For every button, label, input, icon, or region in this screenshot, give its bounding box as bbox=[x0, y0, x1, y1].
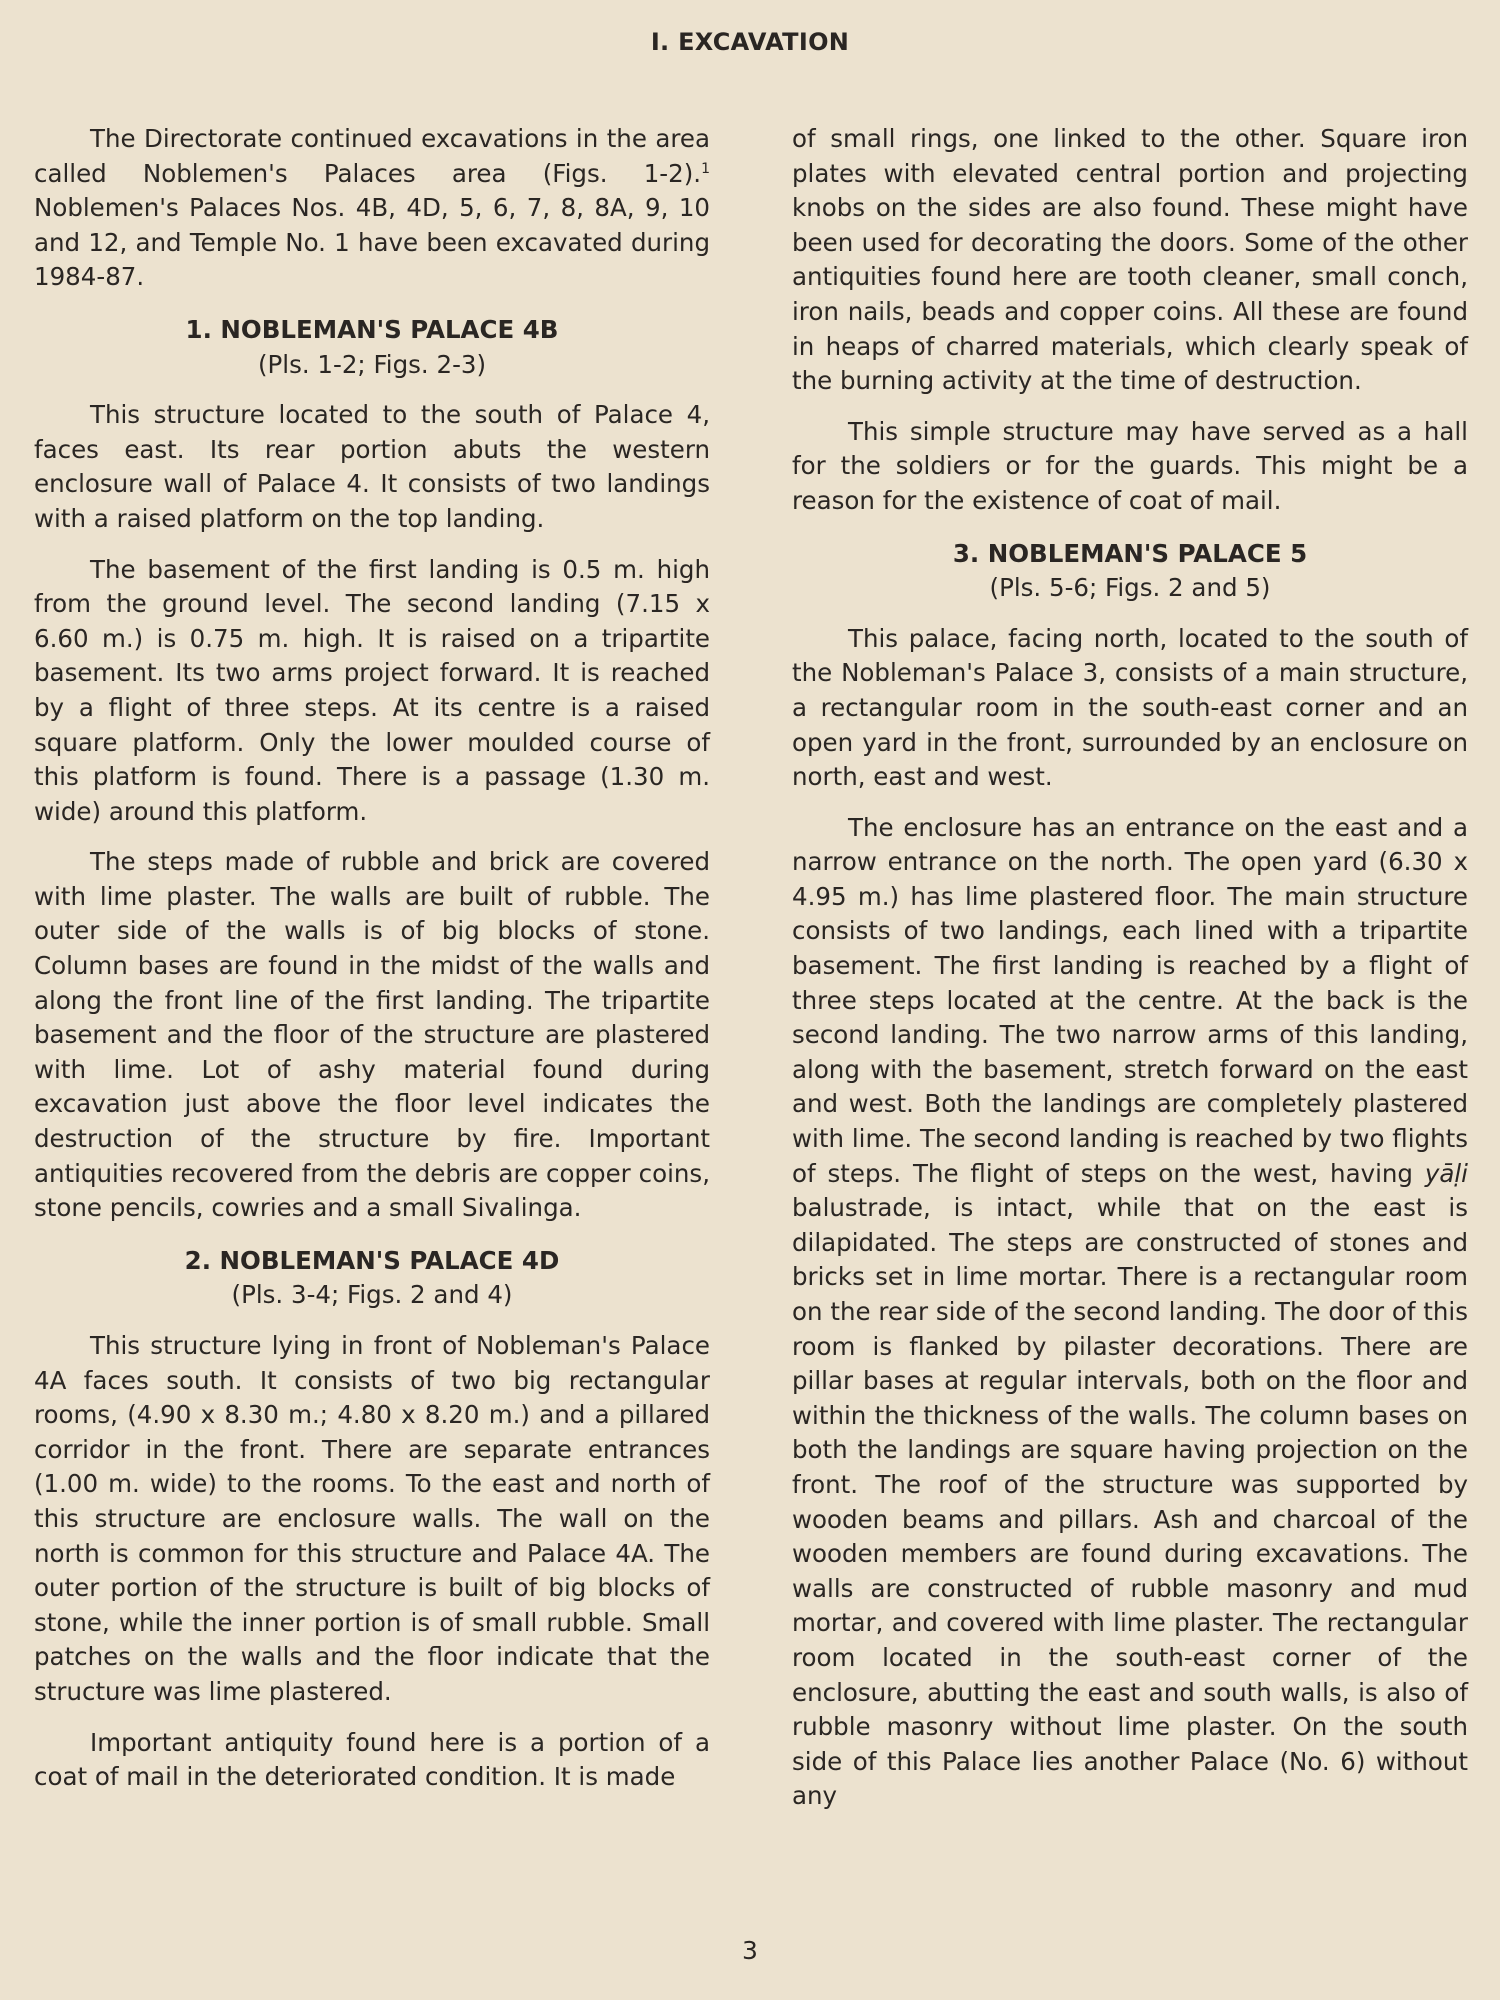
footnote-marker: 1 bbox=[701, 160, 710, 177]
section-title-palace-4b: 1. NOBLEMAN'S PALACE 4B bbox=[185, 314, 559, 344]
palace-4d-conclusion: This simple structure may have served as a hall for the soldiers or for the guards. This might be a reason for the existence of coat of mail. bbox=[792, 416, 1468, 515]
palace-5-paragraph: This palace, facing north, located to the south of the Nobleman's Palace 3, consists of a main structure, a rectangular room in the south-east corner and an open yard in the front, surrounded by an enclosure on north, east and west. bbox=[792, 623, 1468, 792]
palace-4b-paragraph: This structure located to the south of Palace 4, faces east. Its rear portion abuts the western enclosure wall of Palace 4. It consists of two landings with a raised platform on the top landing. bbox=[34, 400, 710, 533]
left-column bbox=[34, 122, 710, 1811]
intro-text-continued: Noblemen's Palaces Nos. 4B, 4D, 5, 6, 7, 8, 8A, 9, 10 and 12, and Temple No. 1 have been excavated during 1984-87. bbox=[34, 193, 710, 292]
section-title-palace-4d: 2. NOBLEMAN'S PALACE 4D bbox=[184, 1245, 560, 1275]
right-column bbox=[792, 122, 1468, 1830]
section-subtitle-palace-4d: (Pls. 3-4; Figs. 2 and 4) bbox=[231, 1280, 513, 1310]
page-header: I. EXCAVATION bbox=[650, 28, 850, 56]
palace-4b-paragraph: The steps made of rubble and brick are covered with lime plaster. The walls are built of rubble. The outer side of the walls is of big blocks of stone. Column bases are found in the midst of the walls and along the front line of the first landing. The tripartite basement and the floor of the structure are plastered with lime. Lot of ashy material found during excavation just above the floor level indicates the destruction of the structure by fire. Important antiquities recovered from the debris are copper coins, stone pencils, cowries and a small Sivalinga. bbox=[34, 847, 710, 1223]
palace-5-paragraph-long bbox=[792, 811, 1468, 1814]
intro-paragraph bbox=[34, 122, 710, 295]
section-title-palace-5: 3. NOBLEMAN'S PALACE 5 bbox=[952, 538, 1308, 568]
palace-4d-continuation: of small rings, one linked to the other. Square iron plates with elevated central portion and projecting knobs on the sides are also found. These might have been used for decorating the doors. Some of the other antiquities found here are tooth cleaner, small conch, iron nails, beads and copper coins. All these are found in heaps of charred materials, which clearly speak of the burning activity at the time of destruction. bbox=[792, 124, 1468, 396]
section-subtitle-palace-4b: (Pls. 1-2; Figs. 2-3) bbox=[257, 349, 487, 379]
page-number: 3 bbox=[742, 1936, 758, 1965]
intro-text: The Directorate continued excavations in the area called Noblemen's Palaces area (Figs. 1-2). bbox=[34, 124, 710, 188]
palace-4d-paragraph: This structure lying in front of Nobleman's Palace 4A faces south. It consists of two big rectangular rooms, (4.90 x 8.30 m.; 4.80 x 8.20 m.) and a pillared corridor in the front. There are separate entrances (1.00 m. wide) to the rooms. To the east and north of this structure are enclosure walls. The wall on the north is common for this structure and Palace 4A. The outer portion of the structure is built of big blocks of stone, while the inner portion is of small rubble. Small patches on the walls and the floor indicate that the structure was lime plastered. bbox=[34, 1331, 710, 1706]
palace-4b-paragraph: The basement of the first landing is 0.5 m. high from the ground level. The second landing (7.15 x 6.60 m.) is 0.75 m. high. It is raised on a tripartite basement. Its two arms project forward. It is reached by a flight of three steps. At its centre is a raised square platform. Only the lower moulded course of this platform is found. There is a passage (1.30 m. wide) around this platform. bbox=[34, 554, 710, 826]
section-subtitle-palace-5: (Pls. 5-6; Figs. 2 and 5) bbox=[989, 573, 1271, 603]
yali-term: yāḷi bbox=[1424, 1158, 1468, 1188]
palace-5-text-continued: balustrade, is intact, while that on the east is dilapidated. The steps are constructed of stones and bricks set in lime mortar. There is a rectangular room on the rear side of the second landing. The door of this room is flanked by pilaster decorations. There are pillar bases at regular intervals, both on the floor and within the thickness of the walls. The column bases on both the landings are square having projection on the front. The roof of the structure was supported by wooden beams and pillars. Ash and charcoal of the wooden members are found during excavations. The walls are constructed of rubble masonry and mud mortar, and covered with lime plaster. The rectangular room located in the south-east corner of the enclosure, abutting the east and south walls, is also of rubble masonry without lime plaster. On the south side of this Palace lies another Palace (No. 6) without any bbox=[792, 1193, 1468, 1811]
palace-4d-paragraph: Important antiquity found here is a portion of a coat of mail in the deteriorated condition. It is made bbox=[34, 1727, 710, 1792]
palace-5-text: The enclosure has an entrance on the east and a narrow entrance on the north. The open yard (6.30 x 4.95 m.) has lime plastered floor. The main structure consists of two landings, each lined with a tripartite basement. The first landing is reached by a flight of three steps located at the centre. At the back is the second landing. The two narrow arms of this landing, along with the basement, stretch forward on the east and west. Both the landings are completely plastered with lime. The second landing is reached by two flights of steps. The flight of steps on the west, having bbox=[792, 812, 1468, 1188]
